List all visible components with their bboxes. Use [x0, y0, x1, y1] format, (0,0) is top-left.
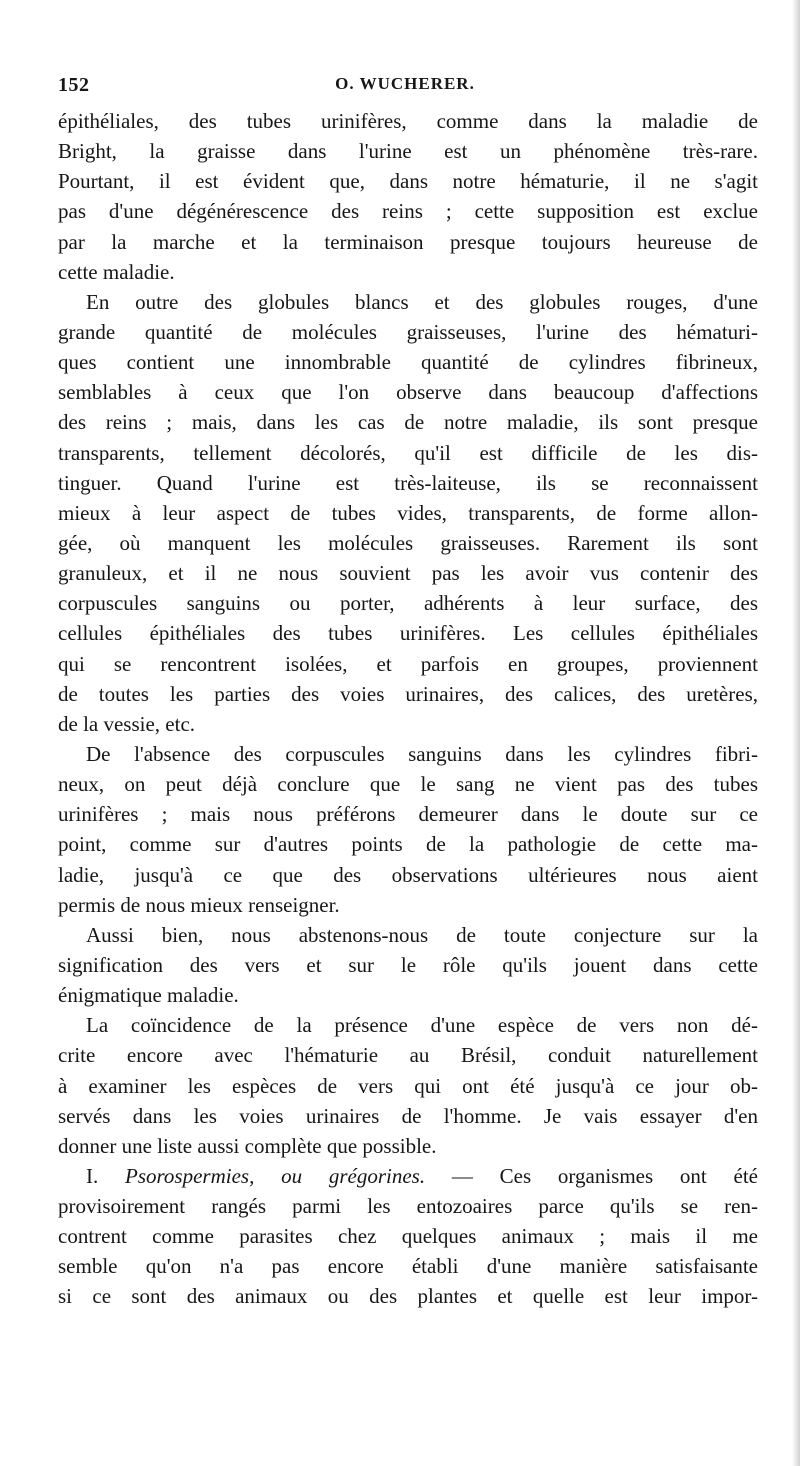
text-line: grande quantité de molécules graisseuses, l'urine des hématuri-	[58, 319, 758, 344]
text-line: tinguer. Quand l'urine est très-laiteuse, ils se reconnaissent	[58, 470, 758, 495]
text-line: granuleux, et il ne nous souvient pas les avoir vus contenir des	[58, 561, 758, 586]
italic-term: Psorospermies, ou grégorines.	[125, 1163, 426, 1188]
text-line: de toutes les parties des voies urinaires, des calices, des uretères,	[58, 681, 758, 706]
text-line: point, comme sur d'autres points de la pathologie de cette ma-	[58, 832, 758, 857]
text-line: crite encore avec l'hématurie au Brésil, conduit naturellement	[58, 1043, 758, 1068]
text-line: donner une liste aussi complète que possible.	[58, 1133, 437, 1158]
text-line: Aussi bien, nous abstenons-nous de toute conjecture sur la	[86, 922, 758, 947]
text-line: ques contient une innombrable quantité de cylindres fibrineux,	[58, 350, 758, 375]
text-line	[58, 1161, 758, 1191]
text-line: semblables à ceux que l'on observe dans beaucoup d'affections	[58, 380, 758, 405]
page-edge-shadow	[792, 0, 800, 1466]
text-line: En outre des globules blancs et des globules rouges, d'une	[86, 289, 758, 314]
text-line: épithéliales, des tubes urinifères, comme dans la maladie de	[58, 109, 758, 133]
text-line: La coïncidence de la présence d'une espèce de vers non dé-	[86, 1013, 758, 1038]
text-line: servés dans les voies urinaires de l'homme. Je vais essayer d'en	[58, 1103, 758, 1128]
text-line: semble qu'on n'a pas encore établi d'une manière satisfaisante	[58, 1254, 758, 1279]
text-line: cette maladie.	[58, 259, 175, 284]
running-head: O. WUCHERER.	[335, 74, 475, 93]
text-line: neux, on peut déjà conclure que le sang ne vient pas des tubes	[58, 772, 758, 797]
text-line: des reins ; mais, dans les cas de notre maladie, ils sont presque	[58, 410, 758, 435]
text-line: contrent comme parasites chez quelques animaux ; mais il me	[58, 1224, 758, 1249]
text-line: de la vessie, etc.	[58, 711, 196, 736]
text-line: corpuscules sanguins ou porter, adhérents à leur surface, des	[58, 591, 758, 616]
text-line: provisoirement rangés parmi les entozoaires parce qu'ils se ren-	[58, 1194, 758, 1219]
text-line: urinifères ; mais nous préférons demeurer dans le doute sur ce	[58, 802, 758, 827]
text-line: à examiner les espèces de vers qui ont été jusqu'à ce jour ob-	[58, 1073, 758, 1098]
text-line: mieux à leur aspect de tubes vides, transparents, de forme allon-	[58, 500, 758, 525]
text-line: ladie, jusqu'à ce que des observations ultérieures nous aient	[58, 862, 758, 887]
text-line: Bright, la graisse dans l'urine est un phénomène très-rare.	[58, 139, 758, 164]
text-line: signification des vers et sur le rôle qu'ils jouent dans cette	[58, 952, 758, 977]
text-line: pas d'une dégénérescence des reins ; cette supposition est exclue	[58, 199, 758, 224]
text-line-end: — Ces organismes ont été	[425, 1163, 758, 1188]
text-line: cellules épithéliales des tubes urinifères. Les cellules épithéliales	[58, 621, 758, 646]
text-line-start: I.	[86, 1163, 126, 1188]
text-line: gée, où manquent les molécules graisseuses. Rarement ils sont	[58, 530, 758, 555]
text-line: énigmatique maladie.	[58, 983, 239, 1008]
body-text	[58, 106, 758, 1312]
text-line: si ce sont des animaux ou des plantes et quelle est leur impor-	[58, 1284, 758, 1309]
text-line: qui se rencontrent isolées, et parfois en groupes, proviennent	[58, 651, 758, 676]
page-number: 152	[58, 74, 90, 96]
page-header	[58, 74, 752, 100]
text-line: Pourtant, il est évident que, dans notre hématurie, il ne s'agit	[58, 169, 758, 194]
text-line: par la marche et la terminaison presque toujours heureuse de	[58, 229, 758, 254]
text-line: transparents, tellement décolorés, qu'il est difficile de les dis-	[58, 440, 758, 465]
text-line: De l'absence des corpuscules sanguins dans les cylindres fibri-	[86, 741, 758, 766]
text-line: permis de nous mieux renseigner.	[58, 892, 340, 917]
